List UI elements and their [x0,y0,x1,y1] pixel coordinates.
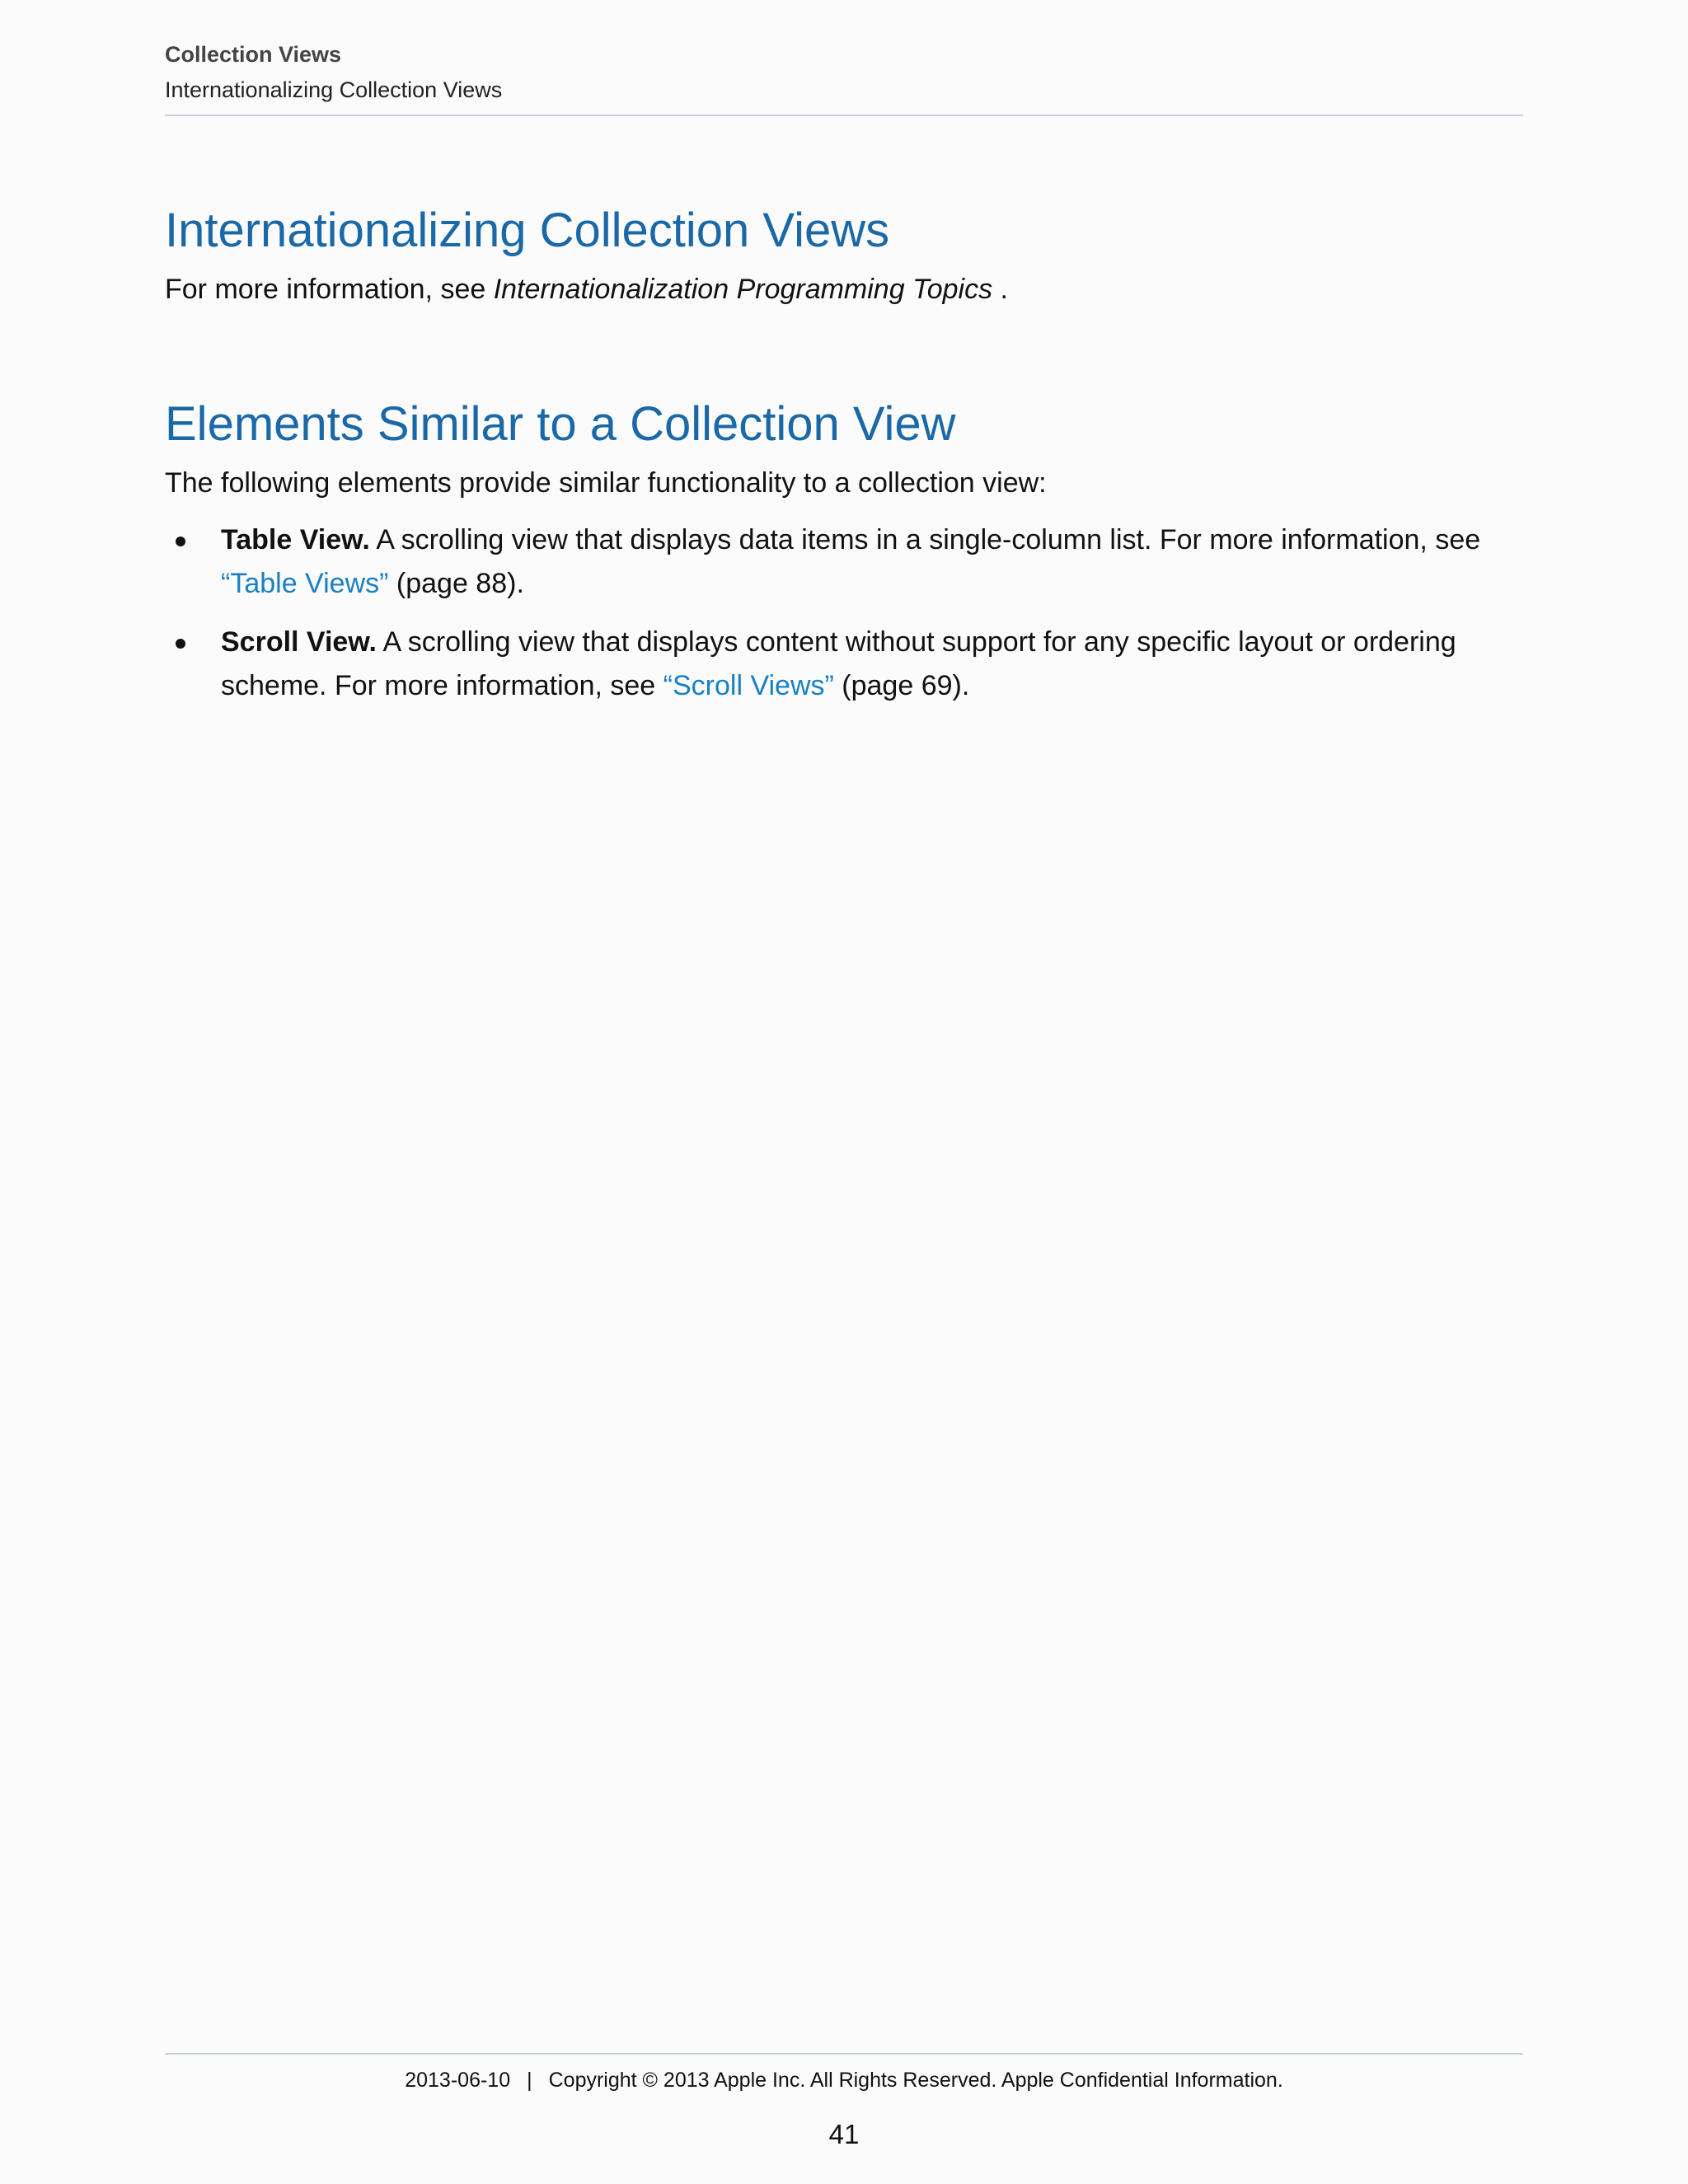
item-description: A scrolling view that displays data items in a single-column list. For more information, see [369,524,1481,555]
paragraph-suffix: . [992,274,1009,305]
list-item-table-view [165,518,1523,606]
section-heading-internationalizing: Internationalizing Collection Views [165,204,890,257]
header-chapter-title: Collection Views [165,42,342,67]
header-section-title: Internationalizing Collection Views [165,77,503,102]
bullet-icon [176,639,185,649]
bullet-icon [176,537,185,546]
item-page-ref: (page 69). [833,670,970,701]
internationalization-guide-reference: Internationalization Programming Topics [493,274,993,305]
footer-copyright: Copyright © 2013 Apple Inc. All Rights Reserved. Apple Confidential Information. [548,2069,1283,2092]
scroll-views-link[interactable]: “Scroll Views” [663,670,834,701]
page-number: 41 [828,2119,860,2149]
footer-date: 2013-06-10 [405,2069,511,2092]
page-footer [165,2065,1523,2095]
footer-separator: | [527,2069,532,2092]
main-content [165,194,1523,723]
item-description: A scrolling view that displays content without support for any specific layout or ordering scheme. For more information, see [221,626,1456,701]
section-internationalizing [165,194,1523,312]
footer-divider [165,2053,1523,2055]
list-item-scroll-view [165,621,1523,708]
similar-elements-list [165,518,1523,708]
term-scroll-view: Scroll View. [221,626,377,658]
table-views-link[interactable]: “Table Views” [221,568,389,599]
running-header [165,40,1523,105]
term-table-view: Table View. [221,524,370,555]
internationalization-paragraph [165,268,1523,312]
header-divider [165,115,1523,116]
similar-elements-intro: The following elements provide similar functionality to a collection view: [165,467,1047,499]
paragraph-prefix: For more information, see [165,274,494,305]
section-heading-similar-elements: Elements Similar to a Collection View [165,397,956,451]
section-similar-elements [165,387,1523,708]
item-page-ref: (page 88). [388,568,524,599]
